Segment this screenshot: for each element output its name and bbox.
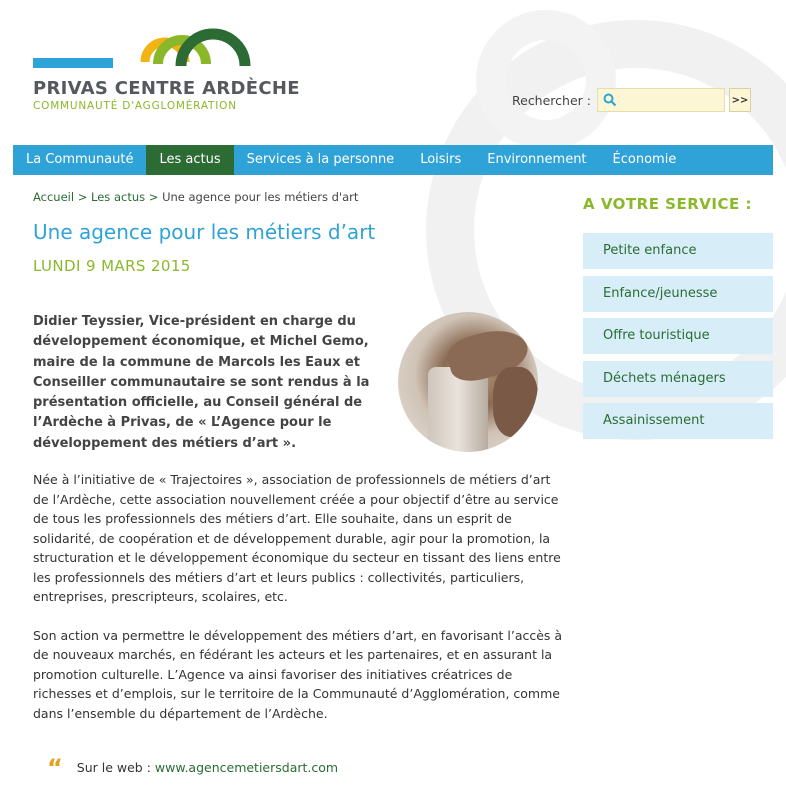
web-reference — [47, 753, 339, 782]
breadcrumb-current: Une agence pour les métiers d'art — [162, 190, 359, 204]
sidebar-item-enfance-jeunesse[interactable]: Enfance/jeunesse — [583, 276, 773, 312]
breadcrumb-section[interactable]: Les actus — [91, 190, 146, 204]
sidebar-title: A VOTRE SERVICE : — [583, 195, 752, 213]
article-paragraph: Née à l’initiative de « Trajectoires », association de professionnels de métiers d’art de l’Ardèche, cette association nouvellement créée a pour objectif d’être au service de tous les professionnels des métiers d’art. Elle souhaite, dans un esprit de solidarité, de coopération et de développement durable, agir pour la promotion, la structuration et le développement économique du secteur en tissant des liens entre les professionnels des métiers d’art et leurs publics : collectivités, particuliers, entreprises, prescripteurs, scolaires, etc. — [33, 472, 561, 604]
web-label: Sur le web : — [76, 760, 151, 775]
logo-subtitle: COMMUNAUTÉ D'AGGLOMÉRATION — [33, 100, 237, 112]
nav-item-environnement[interactable]: Environnement — [487, 152, 587, 167]
search-bar — [512, 88, 751, 112]
nav-item-economie[interactable]: Économie — [612, 152, 677, 167]
photo-hand — [493, 367, 538, 437]
nav-item-les-actus[interactable]: Les actus — [146, 145, 233, 175]
article-date: LUNDI 9 MARS 2015 — [33, 257, 191, 275]
article-lead: Didier Teyssier, Vice-président en charge du développement économique, et Michel Gemo, maire de la commune de Marcols les Eaux et Conseiller communautaire se sont rendus à la présentation officielle, au Conseil général de l’Ardèche à Privas, de « L’Agence pour le développement des métiers d’art ». — [33, 314, 370, 451]
site-logo[interactable] — [33, 20, 300, 115]
search-submit-button[interactable]: >> — [729, 88, 751, 112]
sidebar — [583, 195, 773, 446]
logo-graphic — [33, 20, 263, 80]
nav-item-services[interactable]: Services à la personne — [246, 152, 395, 167]
article-body — [33, 470, 563, 742]
web-link[interactable]: www.agencemetiersdart.com — [154, 760, 339, 775]
background-decoration-small — [476, 10, 616, 150]
sidebar-item-offre-touristique[interactable]: Offre touristique — [583, 318, 773, 354]
main-content — [33, 190, 573, 782]
quote-icon: “ — [47, 753, 63, 782]
logo-title: PRIVAS CENTRE ARDÈCHE — [33, 78, 300, 99]
breadcrumb-home[interactable]: Accueil — [33, 190, 75, 204]
breadcrumb-separator: > — [148, 190, 159, 204]
sidebar-item-petite-enfance[interactable]: Petite enfance — [583, 233, 773, 269]
search-input[interactable] — [597, 88, 725, 112]
nav-item-loisirs[interactable]: Loisirs — [420, 152, 462, 167]
search-label: Rechercher : — [512, 92, 591, 108]
breadcrumb-separator: > — [77, 190, 88, 204]
magnifier-icon — [603, 93, 617, 107]
nav-item-la-communaute[interactable]: La Communauté — [26, 152, 134, 167]
article-photo — [398, 312, 538, 452]
sidebar-item-assainissement[interactable]: Assainissement — [583, 403, 773, 439]
sidebar-item-dechets-menagers[interactable]: Déchets ménagers — [583, 361, 773, 397]
article-paragraph: Son action va permettre le développement des métiers d’art, en favorisant l’accès à de nouveaux marchés, en fédérant les acteurs et les partenaires, et en assurant la promotion culturelle. L’Agence va ainsi favoriser des initiatives créatrices de richesses et d’emplois, sur le territoire de la Communauté d’Agglomération, comme dans l’ensemble du département de l’Ardèche. — [33, 627, 563, 721]
article-title: Une agence pour les métiers d’art — [33, 220, 376, 244]
main-nav — [13, 145, 773, 175]
breadcrumb — [33, 190, 573, 204]
